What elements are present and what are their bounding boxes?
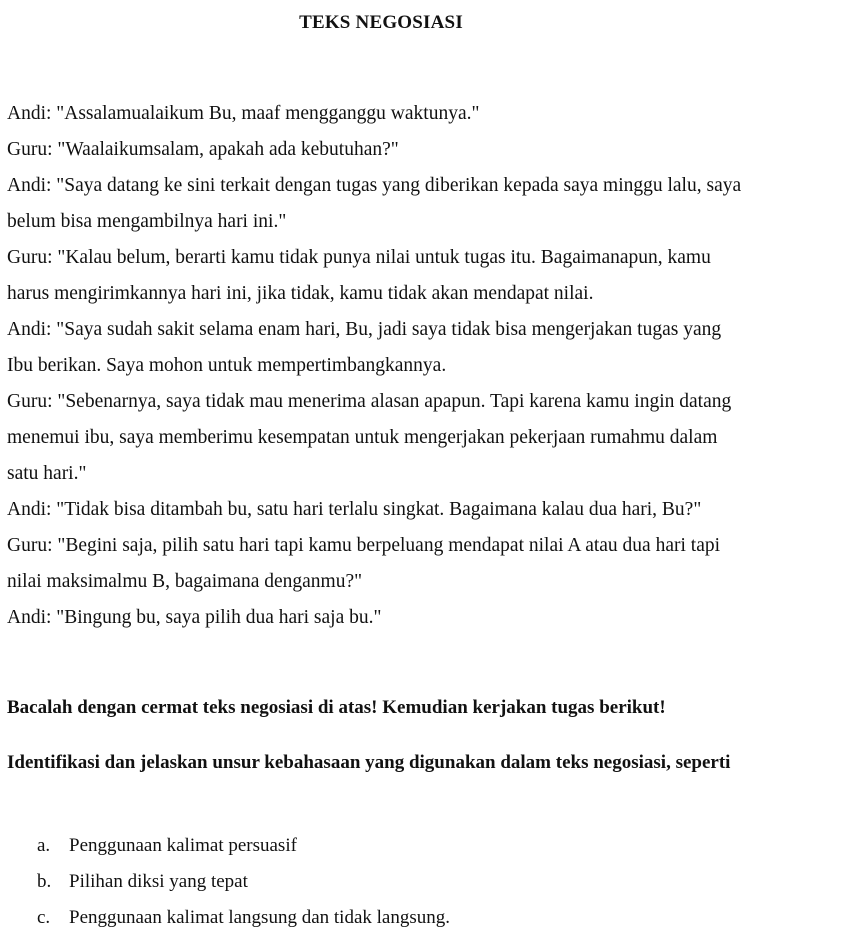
dialogue-line: Guru: "Begini saja, pilih satu hari tapi kamu berpeluang mendapat nilai A atau dua hari tapi <box>7 535 721 556</box>
dialogue-line: Guru: "Waalaikumsalam, apakah ada kebutuhan?" <box>7 139 399 160</box>
dialogue-line: harus mengirimkannya hari ini, jika tidak, kamu tidak akan mendapat nilai. <box>7 283 594 304</box>
instruction-read: Bacalah dengan cermat teks negosiasi di atas! Kemudian kerjakan tugas berikut! <box>7 697 666 718</box>
option-letter: a. <box>37 835 51 856</box>
list-item <box>37 900 737 936</box>
dialogue-line: Andi: "Bingung bu, saya pilih dua hari saja bu." <box>7 607 382 628</box>
dialogue-line: Guru: "Sebenarnya, saya tidak mau menerima alasan apapun. Tapi karena kamu ingin datang <box>7 391 732 412</box>
instruction-task: Identifikasi dan jelaskan unsur kebahasaan yang digunakan dalam teks negosiasi, seperti <box>7 752 731 773</box>
dialogue-line: Ibu berikan. Saya mohon untuk mempertimbangkannya. <box>7 355 447 376</box>
option-text: Penggunaan kalimat persuasif <box>69 835 297 856</box>
dialogue-line: Guru: "Kalau belum, berarti kamu tidak punya nilai untuk tugas itu. Bagaimanapun, kamu <box>7 247 711 268</box>
negotiation-dialogue <box>7 96 827 636</box>
dialogue-line: menemui ibu, saya memberimu kesempatan untuk mengerjakan pekerjaan rumahmu dalam <box>7 427 718 448</box>
dialogue-line: Andi: "Saya datang ke sini terkait dengan tugas yang diberikan kepada saya minggu lalu, saya <box>7 175 742 196</box>
option-letter: c. <box>37 907 51 928</box>
dialogue-line: satu hari." <box>7 463 87 484</box>
dialogue-line: Andi: "Saya sudah sakit selama enam hari, Bu, jadi saya tidak bisa mengerjakan tugas yang <box>7 319 722 340</box>
dialogue-line: nilai maksimalmu B, bagaimana denganmu?" <box>7 571 363 592</box>
document-title: TEKS NEGOSIASI <box>299 12 463 33</box>
option-text: Pilihan diksi yang tepat <box>69 871 248 892</box>
list-item <box>37 864 737 900</box>
option-text: Penggunaan kalimat langsung dan tidak langsung. <box>69 907 450 928</box>
dialogue-line: belum bisa mengambilnya hari ini." <box>7 211 287 232</box>
task-options-list <box>37 828 737 936</box>
option-letter: b. <box>37 871 52 892</box>
list-item <box>37 828 737 864</box>
dialogue-line: Andi: "Tidak bisa ditambah bu, satu hari terlalu singkat. Bagaimana kalau dua hari, Bu?" <box>7 499 702 520</box>
dialogue-line: Andi: "Assalamualaikum Bu, maaf mengganggu waktunya." <box>7 103 480 124</box>
